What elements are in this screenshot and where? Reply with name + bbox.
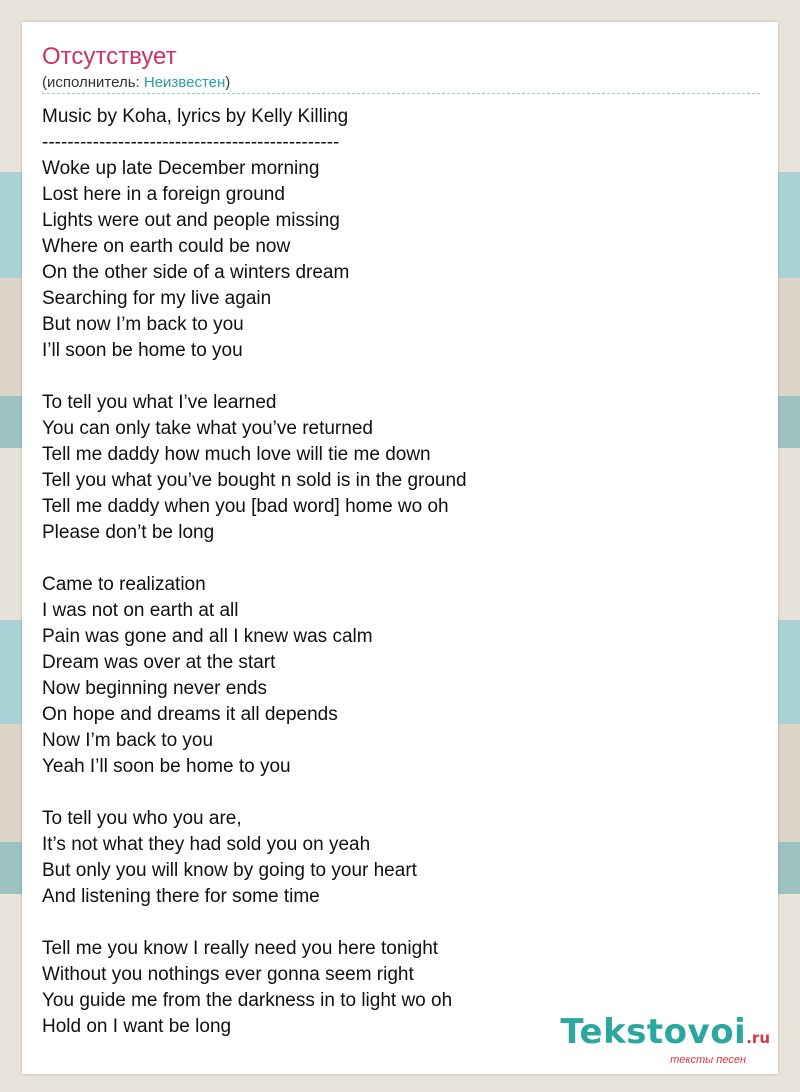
lyric-line: On the other side of a winters dream — [42, 262, 350, 283]
logo-tagline: тексты песен — [670, 1054, 746, 1066]
artist-suffix: ) — [225, 74, 231, 91]
lyric-line: You guide me from the darkness in to light wo oh — [42, 990, 453, 1011]
lyric-line: To tell you what I’ve learned — [42, 392, 277, 413]
lyric-line: To tell you who you are, — [42, 808, 242, 829]
artist-link[interactable]: Неизвестен — [143, 74, 226, 91]
lyric-line: Woke up late December morning — [42, 158, 320, 179]
lyric-line: But now I’m back to you — [42, 314, 244, 335]
stanza-gap — [42, 780, 758, 806]
separator-line: ----------------------------------------------- — [42, 132, 340, 153]
lyric-line: Yeah I’ll soon be home to you — [42, 756, 291, 777]
lyric-line: Now I’m back to you — [42, 730, 214, 751]
stanza-verse1 — [42, 156, 758, 364]
artist-line — [42, 74, 230, 92]
lyric-line: Tell me daddy how much love will tie me down — [42, 444, 431, 465]
lyric-line: I’ll soon be home to you — [42, 340, 243, 361]
lyrics-card — [22, 22, 778, 1074]
lyric-line: On hope and dreams it all depends — [42, 704, 338, 725]
stanza-verse2 — [42, 572, 758, 780]
stanza-chorus1 — [42, 390, 758, 546]
artist-prefix: (исполнитель: — [42, 74, 144, 91]
lyric-line: Where on earth could be now — [42, 236, 291, 257]
lyric-line: I was not on earth at all — [42, 600, 239, 621]
lyric-line: But only you will know by going to your heart — [42, 860, 417, 881]
credits-line: Music by Koha, lyrics by Kelly Killing — [42, 106, 349, 127]
lyric-line: Without you nothings ever gonna seem right — [42, 964, 414, 985]
logo-tld: .ru — [746, 1029, 770, 1047]
lyric-line: And listening there for some time — [42, 886, 320, 907]
lyric-line: Tell me you know I really need you here tonight — [42, 938, 439, 959]
lyrics-text — [42, 104, 758, 1040]
lyric-line: Came to realization — [42, 574, 206, 595]
stanza-gap — [42, 364, 758, 390]
header-divider — [42, 93, 760, 94]
stanza-gap — [42, 546, 758, 572]
lyrics-body — [42, 156, 758, 1040]
lyric-line: Lights were out and people missing — [42, 210, 340, 231]
lyric-line: Now beginning never ends — [42, 678, 267, 699]
lyric-line: It’s not what they had sold you on yeah — [42, 834, 371, 855]
lyric-line: Tell me daddy when you [bad word] home wo oh — [42, 496, 449, 517]
song-title: Отсутствует — [42, 43, 177, 70]
lyric-line: Dream was over at the start — [42, 652, 276, 673]
site-logo[interactable] — [560, 1014, 770, 1066]
logo-name: Tekstovoi — [560, 1012, 747, 1052]
lyric-line: Searching for my live again — [42, 288, 272, 309]
lyric-line: Hold on I want be long — [42, 1016, 232, 1037]
stanza-bridge — [42, 806, 758, 910]
lyric-line: Please don’t be long — [42, 522, 215, 543]
logo-wordmark — [560, 1014, 770, 1056]
lyric-line: You can only take what you’ve returned — [42, 418, 373, 439]
lyric-line: Pain was gone and all I knew was calm — [42, 626, 373, 647]
lyric-line: Lost here in a foreign ground — [42, 184, 285, 205]
stanza-gap — [42, 910, 758, 936]
lyric-line: Tell you what you’ve bought n sold is in the ground — [42, 470, 467, 491]
